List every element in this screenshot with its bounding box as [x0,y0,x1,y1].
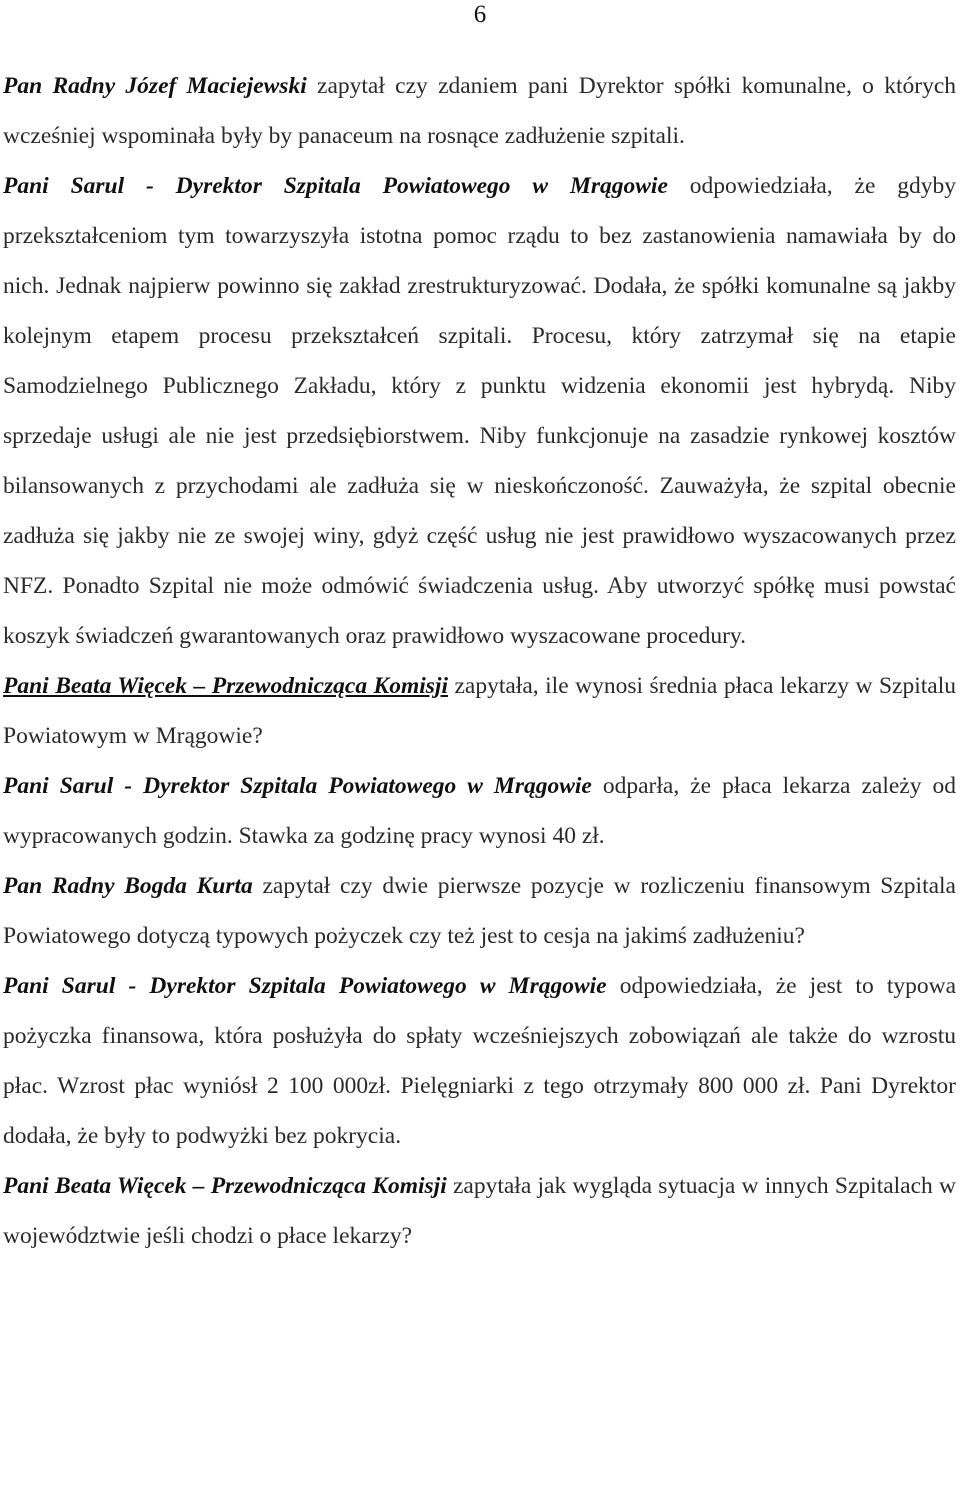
paragraph-text: zapytał czy dwie pierwsze pozycje w rozliczeniu finansowym Szpitala Powiatowego dotyczą typowych pożyczek czy też jest to cesja na jakimś zadłużeniu? [3,873,956,949]
paragraph [3,1161,956,1261]
speaker-name: Pani Beata Więcek – Przewodnicząca Komisji [3,1173,447,1199]
paragraph-text: zapytała, ile wynosi średnia płaca lekarzy w Szpitalu Powiatowym w Mrągowie? [3,673,957,749]
document-body [3,61,956,1261]
paragraph [3,661,956,761]
paragraph-text: zapytała jak wygląda sytuacja w innych Szpitalach w województwie jeśli chodzi o płace lekarzy? [3,1173,957,1249]
page-number: 6 [473,1,487,28]
paragraph [3,961,956,1161]
paragraph-text: odpowiedziała, że gdyby przekształceniom tym towarzyszyła istotna pomoc rządu to bez zastanowienia namawiała by do nich. Jednak najpierw powinno się zakład zrestrukturyzować. Dodała, że spółki komunalne są jakby kolejnym etapem procesu przekształceń szpitali. Procesu, który zatrzymał się na etapie Samodzielnego Publicznego Zakładu, który z punktu widzenia ekonomii jest hybrydą. Niby sprzedaje usługi ale nie jest przedsiębiorstwem. Niby funkcjonuje na zasadzie rynkowej kosztów bilansowanych z przychodami ale zadłuża się w nieskończoność. Zauważyła, że szpital obecnie zadłuża się jakby nie ze swojej winy, gdyż część usług nie jest prawidłowo wyszacowanych przez NFZ. Ponadto Szpital nie może odmówić świadczenia usług. Aby utworzyć spółkę musi powstać koszyk świadczeń gwarantowanych oraz prawidłowo wyszacowane procedury. [3,173,956,649]
paragraph-text: odparła, że płaca lekarza zależy od wypracowanych godzin. Stawka za godzinę pracy wynosi 40 zł. [3,773,956,849]
speaker-name: Pani Sarul - Dyrektor Szpitala Powiatowego w Mrągowie [3,773,592,799]
paragraph [3,61,956,161]
paragraph-text: zapytał czy zdaniem pani Dyrektor spółki komunalne, o których wcześniej wspominała były by panaceum na rosnące zadłużenie szpitali. [3,73,957,149]
paragraph [3,861,956,961]
paragraph [3,761,956,861]
speaker-name: Pan Radny Józef Maciejewski [3,73,307,99]
paragraph [3,161,956,661]
speaker-name: Pani Sarul - Dyrektor Szpitala Powiatowego w Mrągowie [3,973,607,999]
paragraph-text: odpowiedziała, że jest to typowa pożyczka finansowa, która posłużyła do spłaty wcześniejszych zobowiązań ale także do wzrostu płac. Wzrost płac wyniósł 2 100 000zł. Pielęgniarki z tego otrzymały 800 000 zł. Pani Dyrektor dodała, że były to podwyżki bez pokrycia. [3,973,956,1149]
speaker-name: Pani Sarul - Dyrektor Szpitala Powiatowego w Mrągowie [3,173,668,199]
speaker-name: Pan Radny Bogda Kurta [3,873,253,899]
speaker-name: Pani Beata Więcek – Przewodnicząca Komisji [3,673,448,699]
